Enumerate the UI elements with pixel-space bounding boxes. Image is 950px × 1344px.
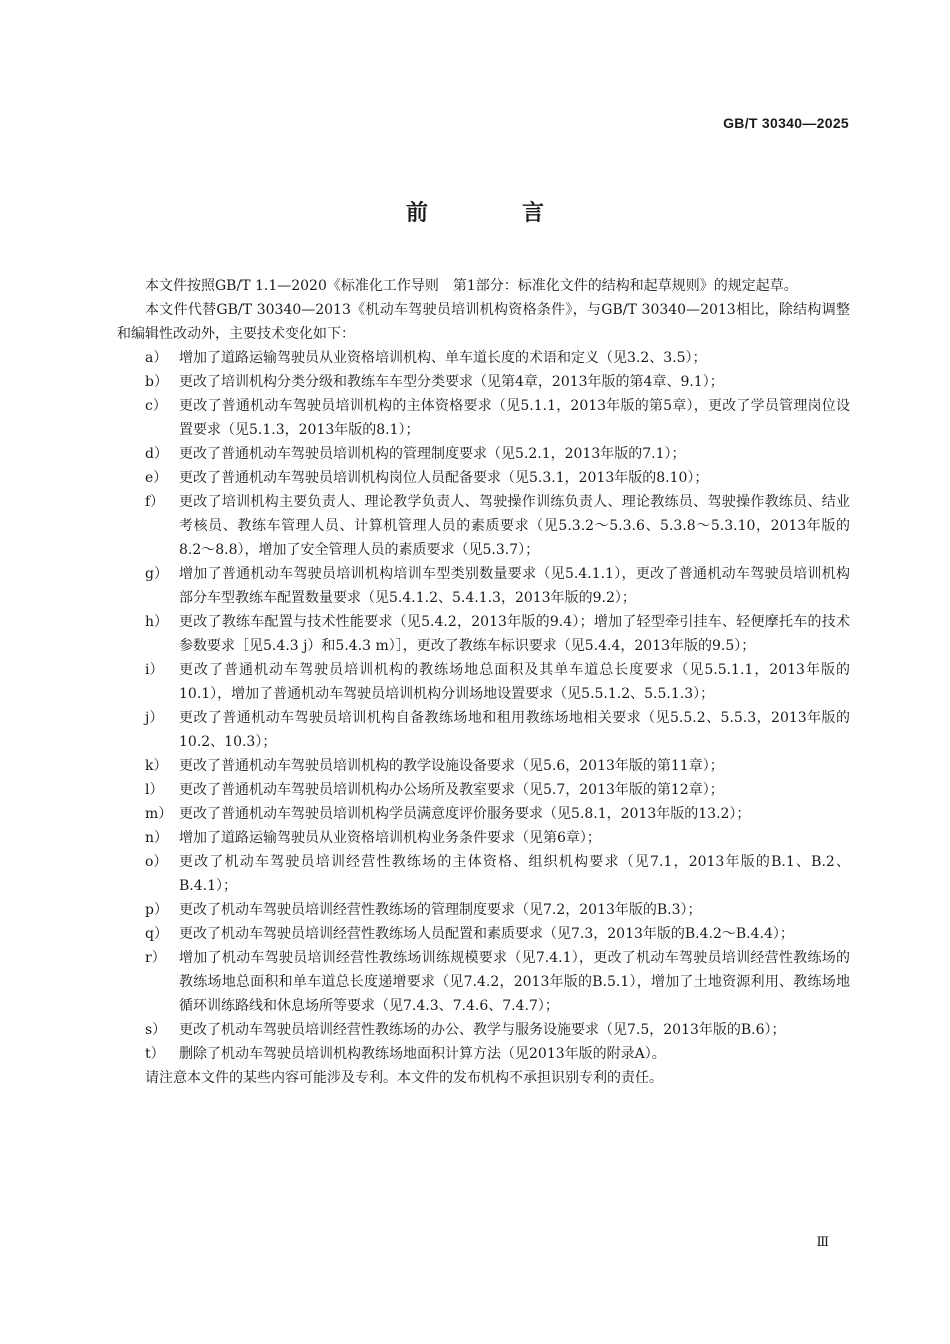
- change-item: [117, 562, 850, 610]
- change-item-marker: q）: [145, 926, 168, 942]
- change-item-text: 增加了道路运输驾驶员从业资格培训机构业务条件要求（见第6章）；: [179, 830, 601, 846]
- change-item-marker: g）: [145, 566, 168, 582]
- change-item: [117, 1018, 850, 1042]
- change-item-marker: m）: [145, 806, 173, 822]
- change-item-marker: j）: [145, 710, 164, 726]
- change-item: [117, 490, 850, 562]
- change-item: [117, 898, 850, 922]
- change-item: [117, 394, 850, 442]
- change-item: [117, 754, 850, 778]
- foreword-body: [117, 274, 850, 1090]
- change-item: [117, 346, 850, 370]
- change-item-marker: o）: [145, 854, 168, 870]
- change-item: [117, 370, 850, 394]
- change-item-marker: f）: [145, 494, 165, 510]
- change-item: [117, 922, 850, 946]
- change-item-text: 更改了普通机动车驾驶员培训机构的教学设施设备要求（见5.6，2013年版的第11章）；: [179, 758, 724, 774]
- change-item: [117, 658, 850, 706]
- change-item: [117, 610, 850, 658]
- change-item: [117, 946, 850, 1018]
- change-item-marker: h）: [145, 614, 169, 630]
- change-item: [117, 802, 850, 826]
- change-item-text: 更改了普通机动车驾驶员培训机构的管理制度要求（见5.2.1，2013年版的7.1）；: [179, 446, 686, 462]
- page-number: Ⅲ: [816, 1235, 829, 1250]
- change-item-text: 增加了道路运输驾驶员从业资格培训机构、单车道长度的术语和定义（见3.2、3.5）；: [179, 350, 707, 366]
- change-item: [117, 850, 850, 898]
- change-item-text: 更改了培训机构分类分级和教练车车型分类要求（见第4章，2013年版的第4章、9.1）；: [179, 374, 724, 390]
- change-item-marker: i）: [145, 662, 164, 678]
- change-item-text: 更改了培训机构主要负责人、理论教学负责人、驾驶操作训练负责人、理论教练员、驾驶操作教练员、结业考核员、教练车管理人员、计算机管理人员的素质要求（见5.3.2～5.3.6、5.3.8～5.3.10，2013年版的8.2～8.8），增加了安全管理人员的素质要求（见5.3.7）；: [179, 494, 850, 558]
- change-item: [117, 466, 850, 490]
- change-item-marker: d）: [145, 446, 168, 462]
- technical-changes-list: [117, 346, 850, 1066]
- change-item: [117, 706, 850, 754]
- change-item-text: 删除了机动车驾驶员培训机构教练场地面积计算方法（见2013年版的附录A）。: [179, 1046, 666, 1062]
- change-item-marker: c）: [145, 398, 167, 414]
- paragraph-drafting-rules: 本文件按照GB/T 1.1—2020《标准化工作导则 第1部分：标准化文件的结构和起草规则》的规定起草。: [145, 278, 798, 294]
- paragraph-patent-notice: 请注意本文件的某些内容可能涉及专利。本文件的发布机构不承担识别专利的责任。: [145, 1070, 663, 1086]
- change-item: [117, 778, 850, 802]
- change-item-marker: k）: [145, 758, 168, 774]
- change-item-marker: l）: [145, 782, 164, 798]
- change-item: [117, 1042, 850, 1066]
- change-item: [117, 442, 850, 466]
- change-item-text: 更改了教练车配置与技术性能要求（见5.4.2，2013年版的9.4）；增加了轻型牵引挂车、轻便摩托车的技术参数要求［见5.4.3 j）和5.4.3 m）］，更改了教练车标识要求（见5.4.4，2013年版的9.5）；: [179, 614, 850, 654]
- change-item-text: 更改了机动车驾驶员培训经营性教练场的主体资格、组织机构要求（见7.1，2013年版的B.1、B.2、B.4.1）；: [179, 854, 850, 894]
- change-item-text: 更改了机动车驾驶员培训经营性教练场的管理制度要求（见7.2，2013年版的B.3）；: [179, 902, 702, 918]
- change-item-text: 更改了普通机动车驾驶员培训机构学员满意度评价服务要求（见5.8.1，2013年版的13.2）；: [179, 806, 751, 822]
- change-item-marker: t）: [145, 1046, 165, 1062]
- change-item-text: 更改了普通机动车驾驶员培训机构办公场所及教室要求（见5.7，2013年版的第12章）；: [179, 782, 724, 798]
- change-item-text: 增加了普通机动车驾驶员培训机构培训车型类别数量要求（见5.4.1.1），更改了普通机动车驾驶员培训机构部分车型教练车配置数量要求（见5.4.1.2、5.4.1.3，2013年版的9.2）；: [179, 566, 850, 606]
- standard-code: GB/T 30340—2025: [723, 115, 849, 131]
- change-item-marker: p）: [145, 902, 168, 918]
- paragraph-replacement-statement: 本文件代替GB/T 30340—2013《机动车驾驶员培训机构资格条件》，与GB/T 30340—2013相比，除结构调整和编辑性改动外，主要技术变化如下：: [117, 302, 850, 342]
- change-item-text: 更改了普通机动车驾驶员培训机构的教练场地总面积及其单车道总长度要求（见5.5.1.1，2013年版的10.1），增加了普通机动车驾驶员培训机构分训场地设置要求（见5.5.1.2、5.5.1.3）；: [179, 662, 850, 702]
- change-item-text: 更改了机动车驾驶员培训经营性教练场的办公、教学与服务设施要求（见7.5，2013年版的B.6）；: [179, 1022, 786, 1038]
- change-item-marker: s）: [145, 1022, 167, 1038]
- change-item-marker: e）: [145, 470, 168, 486]
- change-item-text: 更改了普通机动车驾驶员培训机构自备教练场地和租用教练场地相关要求（见5.5.2、5.5.3，2013年版的10.2、10.3）；: [179, 710, 850, 750]
- change-item-text: 更改了普通机动车驾驶员培训机构的主体资格要求（见5.1.1，2013年版的第5章），更改了学员管理岗位设置要求（见5.1.3，2013年版的8.1）；: [179, 398, 850, 438]
- page-title: 前 言: [405, 201, 580, 226]
- change-item-marker: r）: [145, 950, 166, 966]
- change-item-text: 更改了普通机动车驾驶员培训机构岗位人员配备要求（见5.3.1，2013年版的8.10）；: [179, 470, 709, 486]
- change-item-text: 更改了机动车驾驶员培训经营性教练场人员配置和素质要求（见7.3，2013年版的B.4.2～B.4.4）；: [179, 926, 794, 942]
- change-item-marker: b）: [145, 374, 168, 390]
- change-item-marker: a）: [145, 350, 168, 366]
- change-item-text: 增加了机动车驾驶员培训经营性教练场训练规模要求（见7.4.1），更改了机动车驾驶员培训经营性教练场的教练场地总面积和单车道总长度递增要求（见7.4.2，2013年版的B.5.1），增加了土地资源利用、教练场地循环训练路线和休息场所等要求（见7.4.3、7.4.6、7.4.7）；: [179, 950, 850, 1014]
- change-item-marker: n）: [145, 830, 169, 846]
- change-item: [117, 826, 850, 850]
